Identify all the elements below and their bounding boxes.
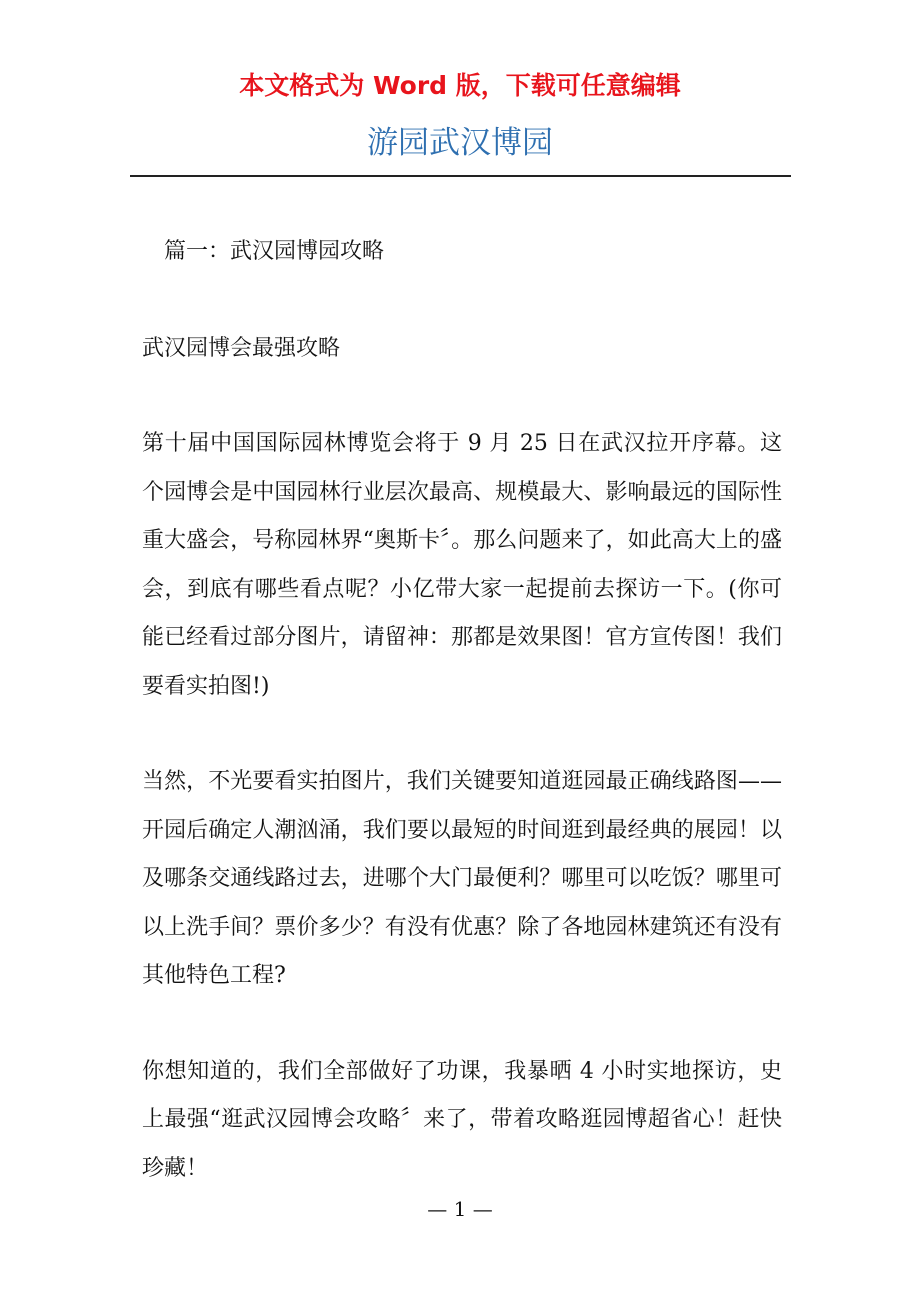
page-number: — 1 —: [427, 1197, 493, 1221]
document-body: [142, 228, 782, 1193]
section-heading: 篇一：武汉园博园攻略: [164, 239, 385, 264]
title-divider: [130, 175, 791, 177]
paragraph: 武汉园博会最强攻略: [142, 335, 341, 361]
paragraph: 你想知道的，我们全部做好了功课，我暴晒 4 小时实地探访，史上最强“逛武汉园博会攻略〞来了，带着攻略逛园博超省心！赶快珍藏！: [142, 1058, 782, 1181]
paragraph: 第十届中国国际园林博览会将于 9 月 25 日在武汉拉开序幕。这个园博会是中国园林行业层次最高、规模最大、影响最远的国际性重大盛会，号称园林界“奥斯卡〞。那么问题来了，如此高大上的盛会，到底有哪些看点呢？小亿带大家一起提前去探访一下。(你可能已经看过部分图片，请留神：那都是效果图！官方宣传图！我们要看实拍图!): [142, 431, 782, 699]
document-title: 游园武汉博园: [367, 125, 553, 161]
paragraph: 当然，不光要看实拍图片，我们关键要知道逛园最正确线路图——开园后确定人潮汹涌，我们要以最短的时间逛到最经典的展园！以及哪条交通线路过去，进哪个大门最便利？哪里可以吃饭？哪里可以上洗手间？票价多少？有没有优惠？除了各地园林建筑还有没有其他特色工程?: [142, 769, 782, 988]
word-format-notice: 本文格式为 Word 版，下载可任意编辑: [239, 71, 681, 100]
